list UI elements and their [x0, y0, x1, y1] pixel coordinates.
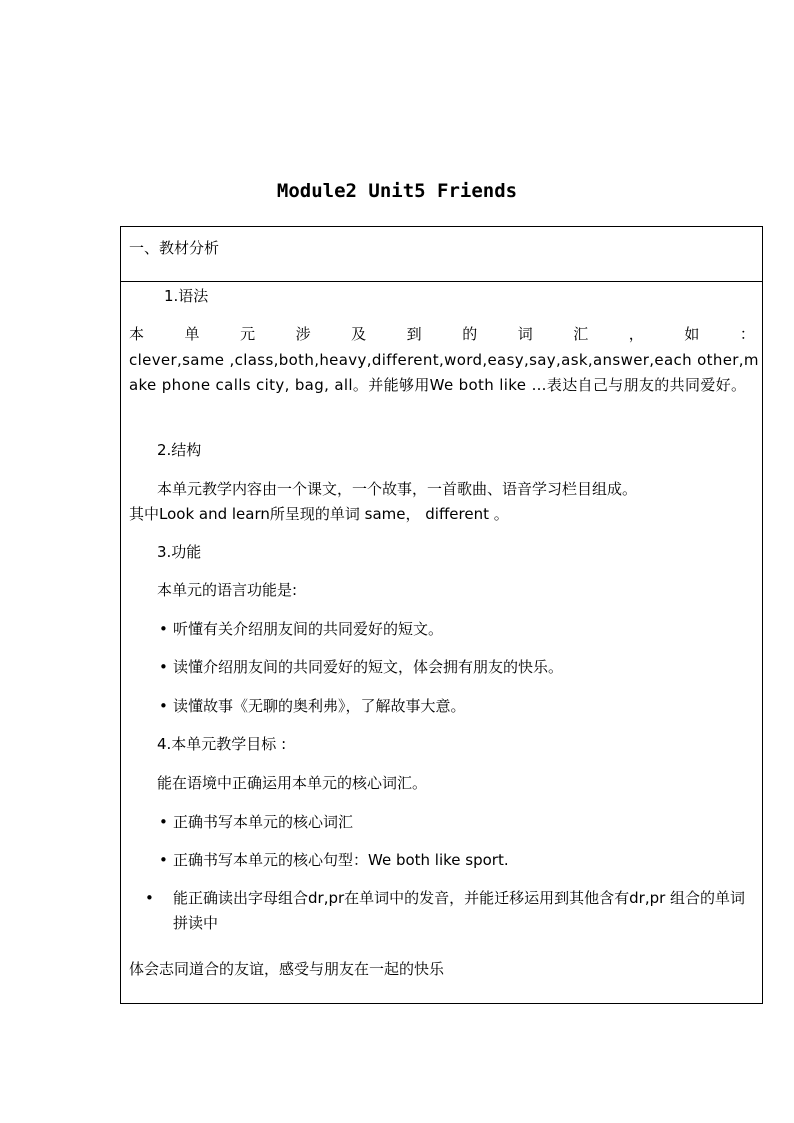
- structure-line-2: 其中Look and learn所呈现的单词 same， different 。: [129, 505, 509, 523]
- bullet-icon: •: [159, 620, 168, 638]
- analysis-table: [120, 226, 763, 1004]
- document-title: Module2 Unit5 Friends: [276, 180, 518, 202]
- function-bullet-1: • 听懂有关介绍朋友间的共同爱好的短文。: [159, 620, 444, 638]
- bullet-icon: •: [159, 851, 168, 869]
- function-intro: 本单元的语言功能是:: [157, 581, 298, 599]
- bullet-icon: •: [159, 697, 168, 715]
- function-bullet-2: • 读懂介绍朋友间的共同爱好的短文，体会拥有朋友的快乐。: [159, 658, 564, 676]
- bullet-icon: •: [159, 658, 168, 676]
- objectives-bullet-1: • 正确书写本单元的核心词汇: [159, 813, 354, 831]
- objectives-bullet-2: • 正确书写本单元的核心句型：We both like sport.: [159, 851, 509, 869]
- bullet-icon: •: [159, 813, 168, 831]
- closing-text: 体会志同道合的友谊，感受与朋友在一起的快乐: [129, 960, 445, 978]
- bullet-icon: •: [145, 889, 154, 907]
- objectives-heading: 4.本单元教学目标 :: [157, 735, 287, 753]
- objectives-bullet-3: • 能正确读出字母组合dr,pr在单词中的发音，并能迁移运用到其他含有dr,pr 组合的单词拼读中: [159, 886, 749, 936]
- structure-heading: 2.结构: [157, 441, 202, 459]
- grammar-first-line: 本 单 元 涉 及 到 的 词 汇 ， 如 ：: [129, 325, 755, 343]
- structure-line-1: 本单元教学内容由一个课文，一个故事，一首歌曲、语音学习栏目组成。: [157, 480, 638, 498]
- section-header: 一、教材分析: [129, 239, 220, 257]
- objectives-intro: 能在语境中正确运用本单元的核心词汇。: [157, 774, 428, 792]
- function-bullet-3: • 读懂故事《无聊的奥利弗》，了解故事大意。: [159, 697, 466, 715]
- function-heading: 3.功能: [157, 543, 202, 561]
- table-header-cell: [121, 227, 762, 282]
- grammar-vocab-text: clever,same ,class,both,heavy,different,word,easy,say,ask,answer,each other,make phone calls city, bag, all。并能够用We both like …表达自己与朋友的共同爱好。: [129, 351, 759, 394]
- grammar-heading: 1.语法: [164, 287, 209, 305]
